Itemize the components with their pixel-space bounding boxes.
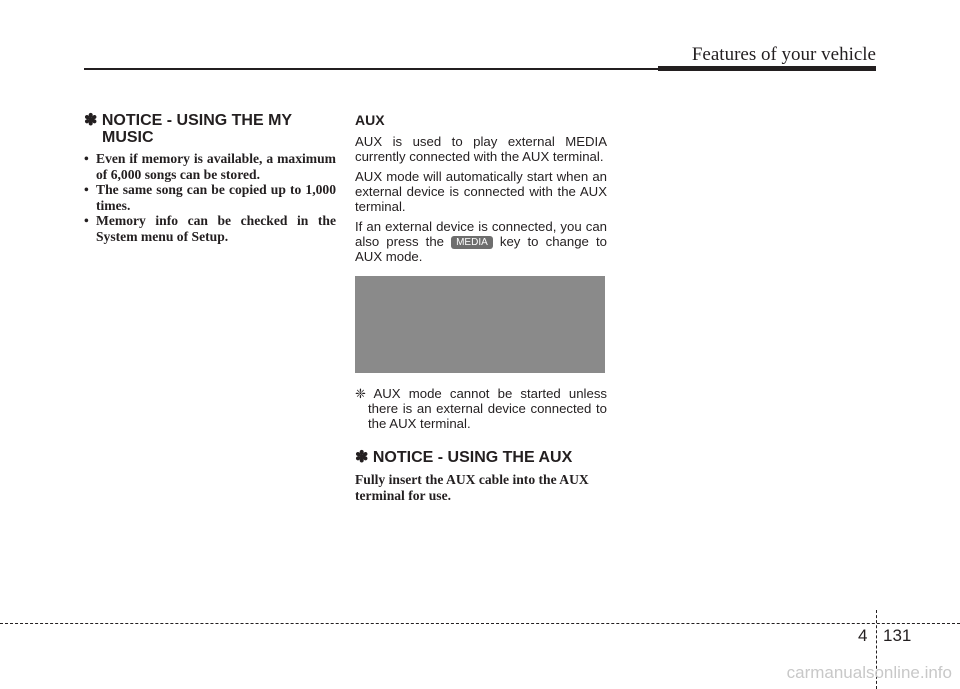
notice-aux-body: Fully insert the AUX cable into the AUX terminal for use.	[355, 472, 589, 503]
left-column	[84, 112, 336, 244]
chapter-number: 4	[858, 626, 868, 645]
notice-aux-title: NOTICE - USING THE AUX	[372, 449, 573, 466]
media-key-icon: MEDIA	[451, 236, 493, 249]
aux-section-title: AUX	[355, 112, 385, 128]
header-rule-accent	[658, 66, 876, 71]
notice-my-music-title: NOTICE - USING THE MY MUSIC	[101, 112, 292, 146]
list-item: • Even if memory is available, a maximum of 6,000 songs can be stored.	[84, 151, 336, 182]
aux-paragraph-1: AUX is used to play external MEDIA currently connected with the AUX terminal.	[355, 134, 607, 164]
aux-paragraph-3: If an external device is connected, you can also press the MEDIA key to change to AUX mode.	[355, 219, 607, 264]
footer-rule	[0, 623, 960, 624]
note-mark-icon: ❈	[355, 386, 367, 401]
notice-aux	[355, 449, 607, 503]
notice-my-music-heading	[84, 112, 336, 146]
aux-paragraph-2: AUX mode will automatically start when an external device is connected with the AUX terminal.	[355, 169, 607, 214]
notice-star-icon: ✽	[355, 449, 369, 466]
notice-star-icon: ✽	[84, 112, 98, 129]
notice-aux-heading	[355, 449, 607, 466]
notice-my-music-list	[84, 151, 336, 244]
list-item: • Memory info can be checked in the System menu of Setup.	[84, 213, 336, 244]
list-item: • The same song can be copied up to 1,000 times.	[84, 182, 336, 213]
page-number: 131	[883, 626, 912, 645]
aux-screen-image	[355, 276, 605, 373]
aux-note: ❈ AUX mode cannot be started unless there is an external device connected to the AUX terminal.	[355, 386, 608, 431]
page-header-title: Features of your vehicle	[691, 44, 876, 65]
middle-column	[355, 112, 607, 503]
watermark: carmanualsonline.info	[786, 663, 952, 682]
